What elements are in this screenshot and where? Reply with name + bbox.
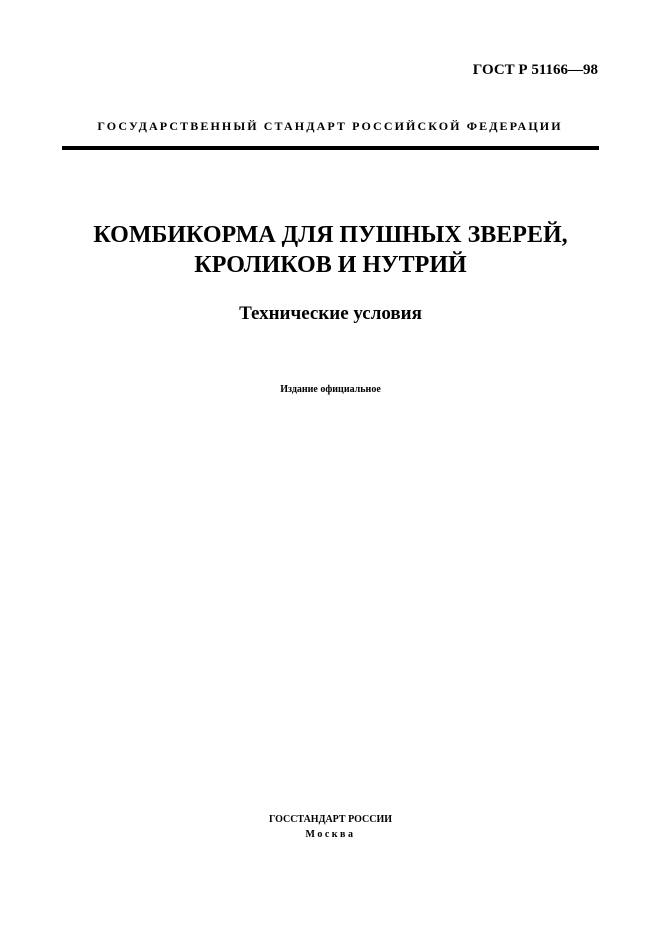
document-title (0, 220, 661, 280)
standard-header: ГОСУДАРСТВЕННЫЙ СТАНДАРТ РОССИЙСКОЙ ФЕДЕРАЦИИ (97, 119, 563, 133)
document-subtitle: Технические условия (239, 303, 422, 324)
document-number: ГОСТ Р 51166—98 (472, 62, 598, 78)
header-divider (62, 146, 599, 150)
publisher-name: ГОССТАНДАРТ РОССИИ (268, 814, 393, 825)
publisher-city: Москва (305, 829, 356, 840)
publisher-block (0, 812, 661, 842)
edition-note: Издание официальное (280, 384, 381, 395)
title-line-2: КРОЛИКОВ И НУТРИЙ (194, 252, 467, 278)
title-line-1: КОМБИКОРМА ДЛЯ ПУШНЫХ ЗВЕРЕЙ, (93, 222, 568, 248)
